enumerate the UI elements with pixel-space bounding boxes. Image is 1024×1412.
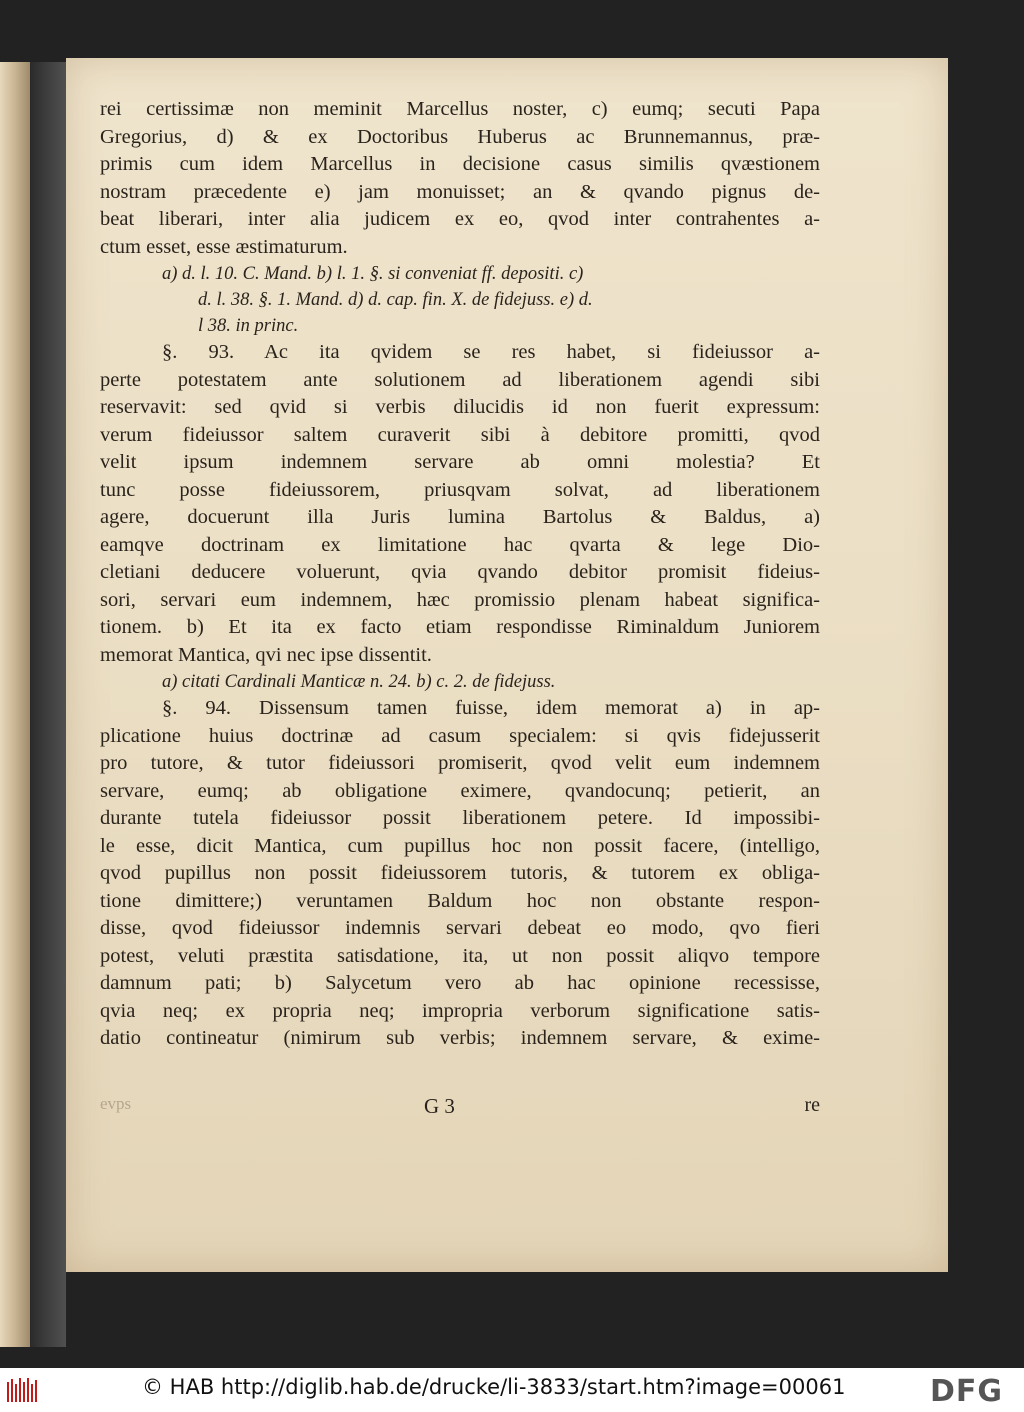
text-line: qvia neq; ex propria neq; impropria verborum significatione satis- (100, 999, 820, 1022)
hab-logo-icon (6, 1376, 40, 1404)
text-line: potest, veluti præstita satisdatione, ita, ut non possit aliqvo tempore (100, 944, 820, 967)
text-line: le esse, dicit Mantica, cum pupillus hoc non possit facere, (intelligo, (100, 834, 820, 857)
text-line: rei certissimæ non meminit Marcellus noster, c) eumq; secuti Papa (100, 98, 820, 120)
previous-page-edge (0, 62, 30, 1347)
footnote-line: d. l. 38. §. 1. Mand. d) d. cap. fin. X. de fidejuss. e) d. (198, 290, 593, 310)
text-line: pro tutore, & tutor fideiussori promiserit, qvod velit eum indemnem (100, 752, 820, 774)
text-line: damnum pati; b) Salycetum vero ab hac opinione recessisse, (100, 972, 820, 994)
text-line: disse, qvod fideiussor indemnis servari debeat eo modo, qvo fieri (100, 917, 820, 939)
copyright-link[interactable]: © HAB http://diglib.hab.de/drucke/li-3833/start.htm?image=00061 (142, 1375, 846, 1399)
text-line: perte potestatem ante solutionem ad liberationem agendi sibi (100, 368, 820, 391)
footer-bar (0, 1368, 1024, 1412)
book-gutter-shadow (30, 62, 66, 1347)
text-line: tionem. b) Et ita ex facto etiam respondisse Riminaldum Juniorem (100, 616, 820, 638)
text-line: plicatione huius doctrinæ ad casum specialem: si qvis fidejusserit (100, 724, 820, 747)
text-line: Gregorius, d) & ex Doctoribus Huberus ac Brunnemannus, præ- (100, 125, 820, 148)
text-line: servare, eumq; ab obligatione eximere, qvandocunq; petierit, an (100, 779, 820, 802)
text-line: memorat Mantica, qvi nec ipse dissentit. (100, 643, 432, 666)
book-page (66, 58, 948, 1272)
text-line: nostram præcedente e) jam monuisset; an & qvando pignus de- (100, 180, 820, 203)
text-line: ctum esset, esse æstimaturum. (100, 235, 348, 258)
text-line: cletiani deducere voluerunt, qvia qvando debitor promisit fideius- (100, 561, 820, 583)
text-line: agere, docuerunt illa Juris lumina Bartolus & Baldus, a) (100, 506, 820, 528)
section-94-heading-line: §. 94. Dissensum tamen fuisse, idem memorat a) in ap- (162, 697, 820, 719)
text-line: beat liberari, inter alia judicem ex eo, qvod inter contrahentes a- (100, 208, 820, 230)
footnote-line: a) citati Cardinali Manticæ n. 24. b) c. 2. de fidejuss. (162, 672, 556, 692)
footnote-line: l 38. in princ. (198, 316, 299, 336)
text-line: qvod pupillus non possit fideiussorem tutoris, & tutorem ex obliga- (100, 862, 820, 884)
text-line: tione dimittere;) veruntamen Baldum hoc non obstante respon- (100, 889, 820, 912)
text-line: datio contineatur (nimirum sub verbis; indemnem servare, & exime- (100, 1027, 820, 1049)
text-line: tunc posse fideiussorem, priusqvam solvat, ad liberationem (100, 478, 820, 501)
catchword: re (804, 1094, 820, 1116)
text-line: reservavit: sed qvid si verbis dilucidis id non fuerit expressum: (100, 396, 820, 418)
text-line: verum fideiussor saltem curaverit sibi à debitore promitti, qvod (100, 423, 820, 446)
signature-mark: G 3 (424, 1094, 455, 1118)
footnote-line: a) d. l. 10. C. Mand. b) l. 1. §. si conveniat ff. depositi. c) (162, 264, 584, 284)
text-line: durante tutela fideiussor possit liberationem petere. Id impossibi- (100, 807, 820, 829)
page-foot (100, 1094, 820, 1124)
text-line: primis cum idem Marcellus in decisione casus similis qvæstionem (100, 153, 820, 175)
bleed-through-text: evps (100, 1094, 132, 1113)
text-line: sori, servari eum indemnem, hæc promissio plenam habeat significa- (100, 588, 820, 611)
dfg-logo: DFG (930, 1374, 1004, 1409)
section-93-heading-line: §. 93. Ac ita qvidem se res habet, si fideiussor a- (162, 341, 820, 363)
text-line: eamqve doctrinam ex limitatione hac qvarta & lege Dio- (100, 533, 820, 556)
text-line: velit ipsum indemnem servare ab omni molestia? Et (100, 451, 820, 473)
page-text (100, 96, 820, 1053)
